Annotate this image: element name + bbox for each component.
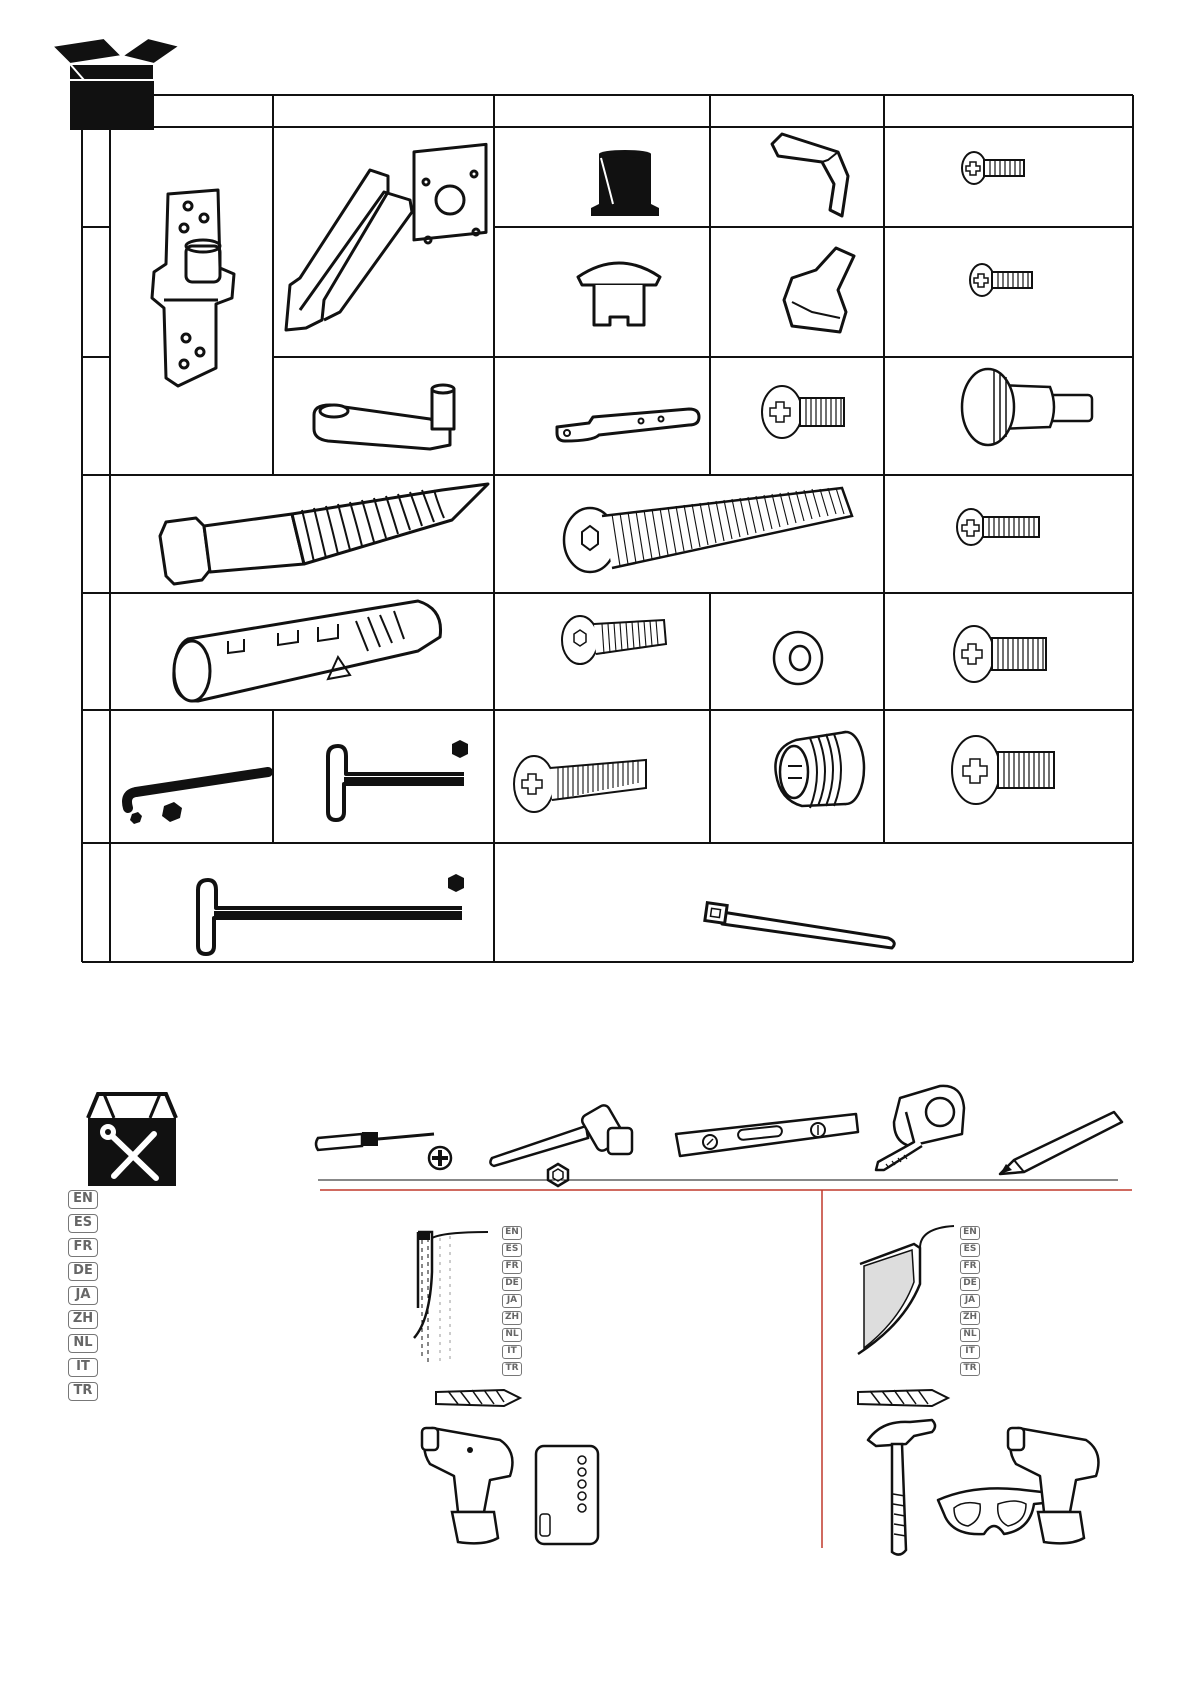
lang-es-badge: ES [502,1243,522,1257]
small-screw-icon [955,505,1045,555]
socket-screw-icon [560,610,670,670]
lang-de-badge: DE [68,1262,98,1281]
hammer-icon [862,1414,942,1564]
drywall-language-list [502,1226,522,1379]
phillips-screwdriver-icon [314,1118,454,1178]
drill-bit-icon [856,1386,952,1410]
lang-en-badge: EN [960,1226,980,1240]
washer-icon [768,628,828,688]
drywall-icon [404,1228,494,1368]
language-list [68,1190,98,1406]
lang-tr-badge: TR [960,1362,980,1376]
solid-wall-icon [848,1224,958,1364]
cable-tie-icon [702,892,902,962]
end-cap-icon [574,255,664,335]
lang-ja-badge: JA [960,1294,980,1308]
lang-it-badge: IT [502,1345,522,1359]
power-drill-icon [414,1420,534,1550]
solid-wall-language-list [960,1226,980,1379]
lang-tr-badge: TR [68,1382,98,1401]
cover-left-icon [762,132,852,222]
stud-finder-icon [532,1440,602,1550]
thumb-knob-icon [958,367,1098,457]
wall-bracket-icon [138,188,248,388]
t-hex-key-large-icon [192,872,482,962]
tape-measure-icon [870,1082,970,1172]
pan-head-screw-icon [950,732,1060,808]
drill-bit-icon [434,1386,524,1410]
monitor-arm-icon [280,160,500,340]
lang-fr-badge: FR [960,1260,980,1274]
lang-fr-badge: FR [68,1238,98,1257]
pencil-icon [996,1108,1126,1178]
power-drill-icon [1000,1420,1120,1550]
box-icon [42,34,182,134]
lang-zh-badge: ZH [68,1310,98,1329]
arm-extension-icon [310,385,480,465]
link-plate-icon [553,405,703,455]
lang-it-badge: IT [68,1358,98,1377]
lang-de-badge: DE [960,1277,980,1291]
t-hex-key-small-icon [322,738,472,828]
tools-section [0,1080,1190,1684]
lang-en-badge: EN [502,1226,522,1240]
lang-it-badge: IT [960,1345,980,1359]
lang-nl-badge: NL [68,1334,98,1353]
lang-ja-badge: JA [502,1294,522,1308]
spirit-level-icon [672,1108,862,1168]
small-screw-icon [960,148,1030,198]
lag-bolt-icon [152,480,492,590]
pan-head-screw-icon [952,622,1052,686]
tools-baseline [318,1178,1118,1182]
lang-zh-badge: ZH [502,1311,522,1325]
small-screw-icon [968,260,1038,310]
l-hex-key-icon [118,752,278,832]
wall-anchor-icon [168,597,448,707]
top-cap-icon [585,148,665,228]
lang-tr-badge: TR [502,1362,522,1376]
pan-head-screw-icon [760,382,850,442]
cover-right-icon [776,242,866,342]
lang-nl-badge: NL [502,1328,522,1342]
lang-en-badge: EN [68,1190,98,1209]
toolbox-icon [84,1090,180,1190]
long-socket-bolt-icon [560,480,860,580]
lang-fr-badge: FR [502,1260,522,1274]
lang-de-badge: DE [502,1277,522,1291]
lang-zh-badge: ZH [960,1311,980,1325]
threaded-insert-icon [766,726,876,816]
lang-nl-badge: NL [960,1328,980,1342]
lang-ja-badge: JA [68,1286,98,1305]
long-screw-icon [512,748,652,818]
lang-es-badge: ES [960,1243,980,1257]
socket-wrench-icon [488,1098,638,1188]
lang-es-badge: ES [68,1214,98,1233]
